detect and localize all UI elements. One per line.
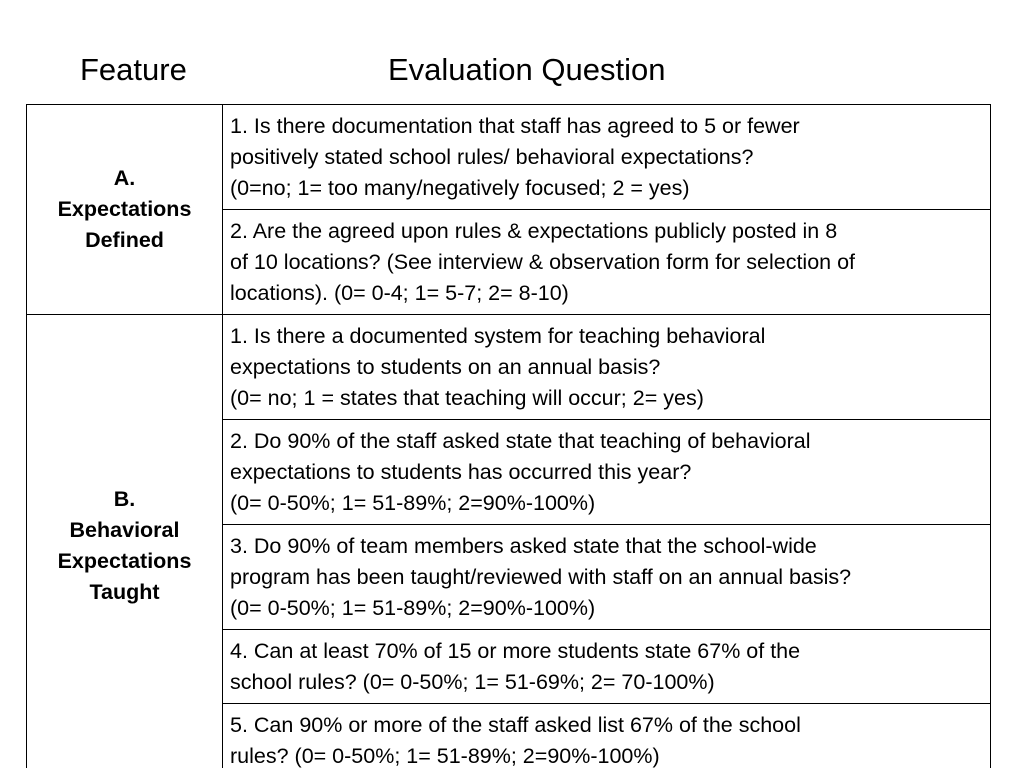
question-line: 2. Do 90% of the staff asked state that teaching of behavioral [230, 429, 811, 453]
question-line: (0= 0-50%; 1= 51-89%; 2=90%-100%) [230, 491, 596, 515]
question-line: 4. Can at least 70% of 15 or more students state 67% of the [230, 639, 801, 663]
question-line: locations). (0= 0-4; 1= 5-7; 2= 8-10) [230, 281, 569, 305]
question-line: of 10 locations? (See interview & observation form for selection of [230, 250, 856, 274]
question-line: program has been taught/reviewed with staff on an annual basis? [230, 565, 852, 589]
feature-label-line: B. [113, 487, 136, 511]
question-line: expectations to students on an annual basis? [230, 355, 661, 379]
question-line: rules? (0= 0-50%; 1= 51-89%; 2=90%-100%) [230, 744, 660, 768]
question-cell [223, 525, 991, 630]
feature-label-line: Behavioral [69, 518, 180, 542]
question-cell [223, 315, 991, 420]
question-line: 3. Do 90% of team members asked state that the school-wide [230, 534, 817, 558]
evaluation-question-column-header: Evaluation Question [388, 52, 666, 87]
table-row [27, 315, 991, 420]
question-cell [223, 630, 991, 704]
feature-cell-b [27, 315, 223, 768]
feature-label-line: A. [113, 166, 136, 190]
feature-label-line: Defined [85, 228, 164, 252]
question-cell [223, 704, 991, 768]
question-cell [223, 105, 991, 210]
question-line: (0= no; 1 = states that teaching will occur; 2= yes) [230, 386, 704, 410]
question-line: (0=no; 1= too many/negatively focused; 2 = yes) [230, 176, 690, 200]
feature-label-line: Taught [89, 580, 160, 604]
table-row [27, 105, 991, 210]
question-line: positively stated school rules/ behavioral expectations? [230, 145, 754, 169]
question-line: 5. Can 90% or more of the staff asked list 67% of the school [230, 713, 801, 737]
feature-cell-a [27, 105, 223, 315]
feature-label-line: Expectations [57, 197, 192, 221]
feature-label-line: Expectations [57, 549, 192, 573]
question-line: school rules? (0= 0-50%; 1= 51-69%; 2= 70-100%) [230, 670, 715, 694]
question-line: (0= 0-50%; 1= 51-89%; 2=90%-100%) [230, 596, 596, 620]
question-line: 1. Is there documentation that staff has agreed to 5 or fewer [230, 114, 800, 138]
evaluation-table [26, 104, 991, 768]
question-line: expectations to students has occurred this year? [230, 460, 692, 484]
feature-column-header: Feature [80, 52, 187, 87]
question-cell [223, 420, 991, 525]
question-line: 1. Is there a documented system for teaching behavioral [230, 324, 766, 348]
question-line: 2. Are the agreed upon rules & expectations publicly posted in 8 [230, 219, 838, 243]
question-cell [223, 210, 991, 315]
